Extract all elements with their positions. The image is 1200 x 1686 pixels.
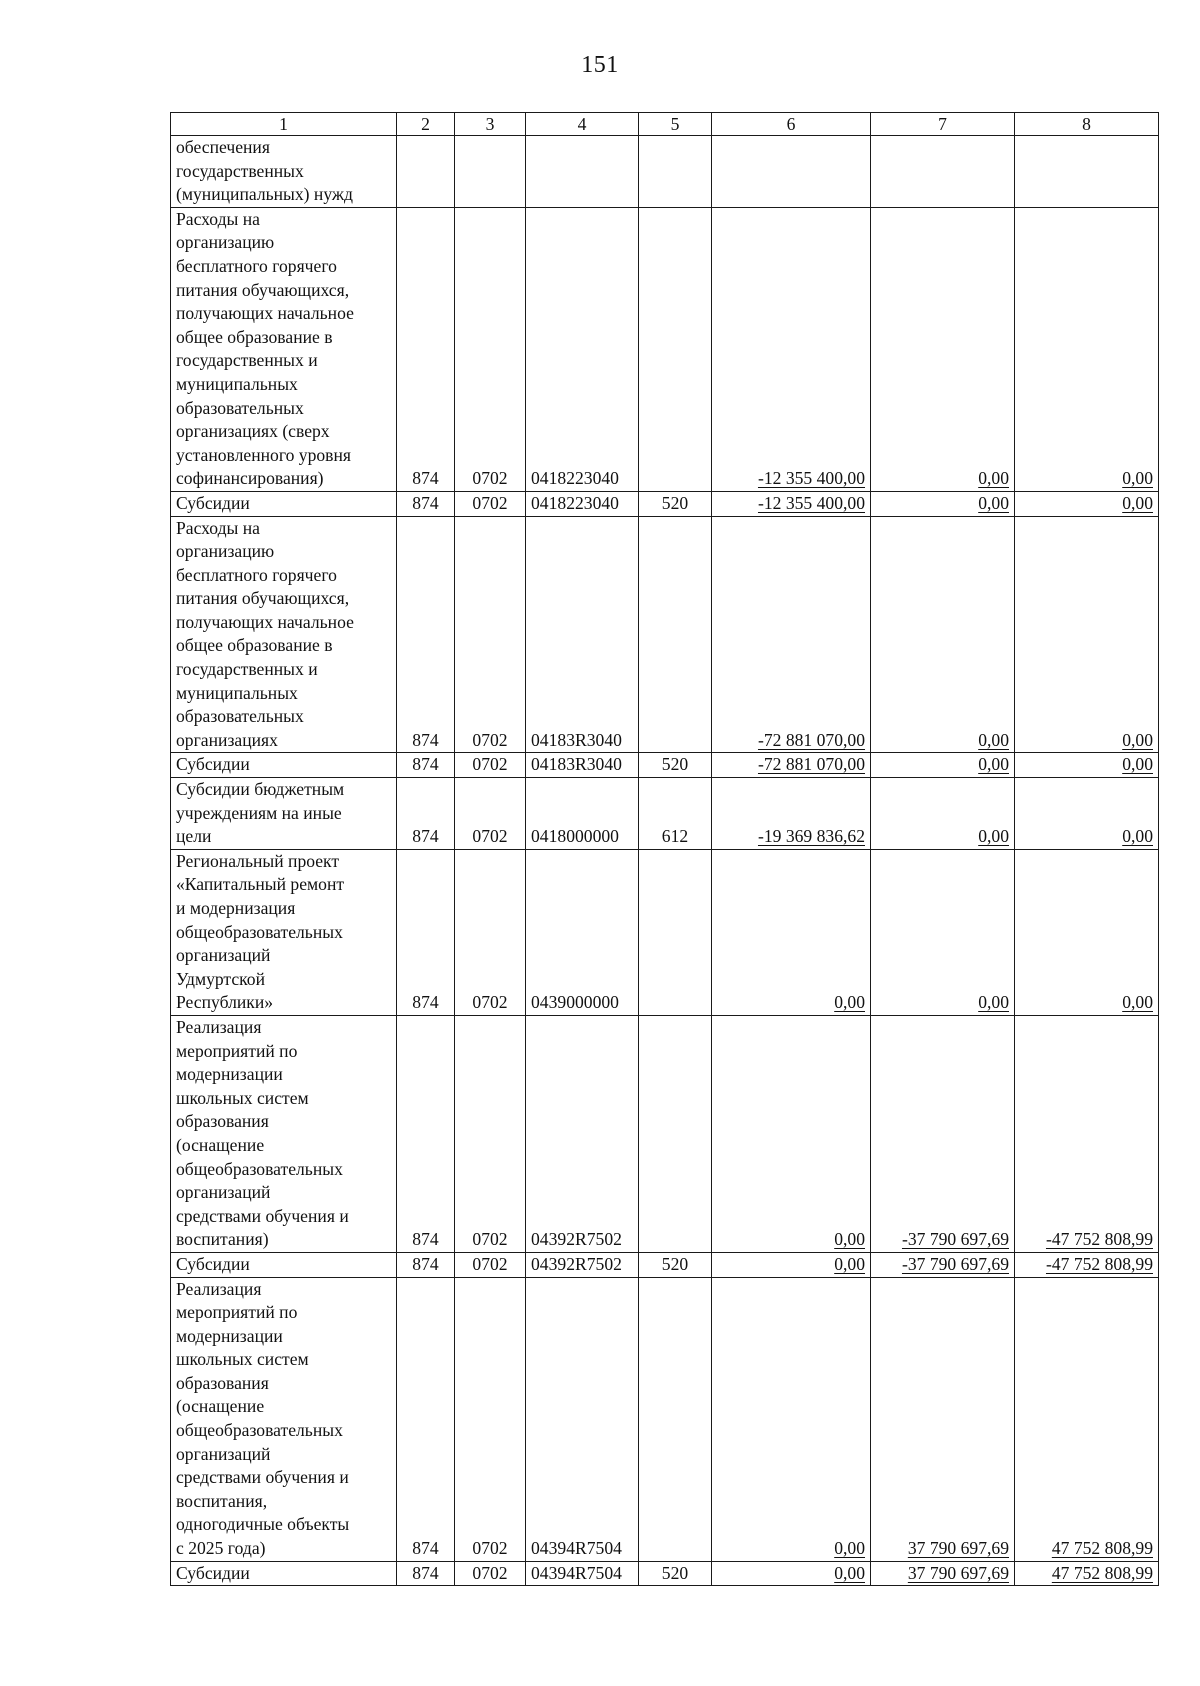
- table-row: [171, 136, 1159, 208]
- row-name: Субсидии: [171, 1561, 397, 1586]
- header-col-7: 7: [871, 113, 1015, 136]
- amount-col6: 0,00: [834, 992, 865, 1013]
- amount-col7: -37 790 697,69: [901, 1253, 1009, 1274]
- table-row: [171, 849, 1159, 1015]
- cell-expense-type: 520: [639, 1561, 712, 1586]
- cell-amount-col8: [1015, 778, 1159, 850]
- page-number: 151: [581, 52, 619, 78]
- cell-amount-col7: [871, 753, 1015, 778]
- cell-amount-col8: [1015, 849, 1159, 1015]
- cell-expense-type: 612: [639, 778, 712, 850]
- cell-target-article: [526, 136, 639, 208]
- cell-target-article: 0439000000: [526, 849, 639, 1015]
- cell-amount-col7: [871, 1252, 1015, 1277]
- table-header: [171, 113, 1159, 136]
- cell-amount-col7: [871, 778, 1015, 850]
- cell-amount-col8: [1015, 516, 1159, 753]
- amount-col7: 0,00: [978, 468, 1009, 489]
- cell-amount-col8: [1015, 1015, 1159, 1252]
- cell-target-article: 04392R7502: [526, 1015, 639, 1252]
- amount-col7: 37 790 697,69: [907, 1562, 1009, 1583]
- amount-col8: -47 752 808,99: [1045, 1229, 1153, 1250]
- amount-col8: 0,00: [1122, 826, 1153, 847]
- amount-col8: 47 752 808,99: [1051, 1538, 1153, 1559]
- cell-amount-col8: [1015, 1252, 1159, 1277]
- cell-expense-type: 520: [639, 753, 712, 778]
- cell-expense-type: [639, 849, 712, 1015]
- amount-col8: 0,00: [1122, 992, 1153, 1013]
- row-name: Субсидии: [171, 753, 397, 778]
- cell-admin-code: 874: [397, 1277, 455, 1561]
- row-name: Субсидии: [171, 491, 397, 516]
- cell-amount-col7: [871, 516, 1015, 753]
- cell-admin-code: 874: [397, 1015, 455, 1252]
- cell-admin-code: 874: [397, 849, 455, 1015]
- header-col-4: 4: [526, 113, 639, 136]
- amount-col7: 37 790 697,69: [907, 1538, 1009, 1559]
- table-row: [171, 516, 1159, 753]
- amount-col7: 0,00: [978, 992, 1009, 1013]
- row-name: Расходы на организацию бесплатного горячего питания обучающихся, получающих начальное общее образование в государственных и муниципальных образовательных организациях: [171, 516, 397, 753]
- table-row: [171, 1277, 1159, 1561]
- cell-admin-code: [397, 136, 455, 208]
- cell-target-article: 04394R7504: [526, 1277, 639, 1561]
- cell-section-code: 0702: [455, 753, 526, 778]
- cell-amount-col7: [871, 1277, 1015, 1561]
- table-row: [171, 1252, 1159, 1277]
- cell-section-code: [455, 136, 526, 208]
- cell-amount-col8: [1015, 1561, 1159, 1586]
- cell-amount-col7: [871, 207, 1015, 491]
- cell-target-article: 04183R3040: [526, 753, 639, 778]
- header-row: [171, 113, 1159, 136]
- cell-section-code: 0702: [455, 849, 526, 1015]
- cell-section-code: 0702: [455, 1561, 526, 1586]
- header-col-2: 2: [397, 113, 455, 136]
- table-row: [171, 207, 1159, 491]
- cell-admin-code: 874: [397, 1561, 455, 1586]
- header-col-5: 5: [639, 113, 712, 136]
- cell-section-code: 0702: [455, 1252, 526, 1277]
- cell-section-code: 0702: [455, 207, 526, 491]
- amount-col6: 0,00: [834, 1538, 865, 1559]
- cell-amount-col8: [1015, 491, 1159, 516]
- cell-expense-type: 520: [639, 491, 712, 516]
- cell-expense-type: [639, 1015, 712, 1252]
- table-row: [171, 753, 1159, 778]
- cell-expense-type: [639, 136, 712, 208]
- amount-col8: 47 752 808,99: [1051, 1562, 1153, 1583]
- row-name: Субсидии: [171, 1252, 397, 1277]
- cell-amount-col6: [712, 516, 871, 753]
- row-name: обеспечения государственных (муниципальных) нужд: [171, 136, 397, 208]
- cell-expense-type: [639, 516, 712, 753]
- cell-amount-col6: [712, 778, 871, 850]
- cell-admin-code: 874: [397, 491, 455, 516]
- cell-section-code: 0702: [455, 1277, 526, 1561]
- cell-expense-type: 520: [639, 1252, 712, 1277]
- cell-admin-code: 874: [397, 1252, 455, 1277]
- table-row: [171, 1561, 1159, 1586]
- cell-admin-code: 874: [397, 753, 455, 778]
- cell-expense-type: [639, 207, 712, 491]
- header-col-1: 1: [171, 113, 397, 136]
- amount-col8: -47 752 808,99: [1045, 1253, 1153, 1274]
- cell-section-code: 0702: [455, 778, 526, 850]
- row-name: Реализация мероприятий по модернизации школьных систем образования (оснащение общеобразовательных организаций средствами обучения и воспитания, одногодичные объекты с 2025 года): [171, 1277, 397, 1561]
- amount-col8: 0,00: [1122, 754, 1153, 775]
- row-name: Расходы на организацию бесплатного горячего питания обучающихся, получающих начальное общее образование в государственных и муниципальных образовательных организациях (сверх установленного уровня софинансирования): [171, 207, 397, 491]
- row-name: Реализация мероприятий по модернизации школьных систем образования (оснащение общеобразовательных организаций средствами обучения и воспитания): [171, 1015, 397, 1252]
- cell-target-article: 04392R7502: [526, 1252, 639, 1277]
- amount-col6: -12 355 400,00: [757, 492, 865, 513]
- cell-section-code: 0702: [455, 491, 526, 516]
- cell-amount-col7: [871, 849, 1015, 1015]
- amount-col7: 0,00: [978, 492, 1009, 513]
- cell-amount-col8: [1015, 207, 1159, 491]
- amount-col6: -12 355 400,00: [757, 468, 865, 489]
- cell-admin-code: 874: [397, 778, 455, 850]
- cell-amount-col6: [712, 1561, 871, 1586]
- amount-col6: 0,00: [834, 1253, 865, 1274]
- cell-amount-col6: [712, 1252, 871, 1277]
- cell-amount-col7: [871, 1561, 1015, 1586]
- cell-target-article: 0418223040: [526, 491, 639, 516]
- header-col-8: 8: [1015, 113, 1159, 136]
- amount-col8: 0,00: [1122, 468, 1153, 489]
- table-row: [171, 491, 1159, 516]
- cell-amount-col8: [1015, 136, 1159, 208]
- cell-amount-col8: [1015, 1277, 1159, 1561]
- cell-amount-col6: [712, 1277, 871, 1561]
- cell-admin-code: 874: [397, 207, 455, 491]
- amount-col6: 0,00: [834, 1229, 865, 1250]
- cell-amount-col7: [871, 1015, 1015, 1252]
- amount-col6: -72 881 070,00: [757, 729, 865, 750]
- cell-admin-code: 874: [397, 516, 455, 753]
- amount-col7: -37 790 697,69: [901, 1229, 1009, 1250]
- cell-section-code: 0702: [455, 516, 526, 753]
- amount-col8: 0,00: [1122, 492, 1153, 513]
- cell-amount-col6: [712, 491, 871, 516]
- cell-amount-col7: [871, 136, 1015, 208]
- amount-col8: 0,00: [1122, 729, 1153, 750]
- cell-amount-col6: [712, 753, 871, 778]
- amount-col7: 0,00: [978, 826, 1009, 847]
- budget-table: [170, 112, 1159, 1586]
- header-col-3: 3: [455, 113, 526, 136]
- header-col-6: 6: [712, 113, 871, 136]
- cell-amount-col8: [1015, 753, 1159, 778]
- cell-expense-type: [639, 1277, 712, 1561]
- cell-section-code: 0702: [455, 1015, 526, 1252]
- amount-col7: 0,00: [978, 729, 1009, 750]
- amount-col7: 0,00: [978, 754, 1009, 775]
- amount-col6: -72 881 070,00: [757, 754, 865, 775]
- cell-amount-col7: [871, 491, 1015, 516]
- table-row: [171, 1015, 1159, 1252]
- row-name: Субсидии бюджетным учреждениям на иные цели: [171, 778, 397, 850]
- cell-amount-col6: [712, 207, 871, 491]
- amount-col6: 0,00: [834, 1562, 865, 1583]
- row-name: Региональный проект «Капитальный ремонт и модернизация общеобразовательных организаций Удмуртской Республики»: [171, 849, 397, 1015]
- amount-col6: -19 369 836,62: [757, 826, 865, 847]
- cell-target-article: 0418223040: [526, 207, 639, 491]
- cell-target-article: 04183R3040: [526, 516, 639, 753]
- cell-target-article: 0418000000: [526, 778, 639, 850]
- cell-target-article: 04394R7504: [526, 1561, 639, 1586]
- table-row: [171, 778, 1159, 850]
- cell-amount-col6: [712, 136, 871, 208]
- table-body: [171, 136, 1159, 1586]
- cell-amount-col6: [712, 1015, 871, 1252]
- cell-amount-col6: [712, 849, 871, 1015]
